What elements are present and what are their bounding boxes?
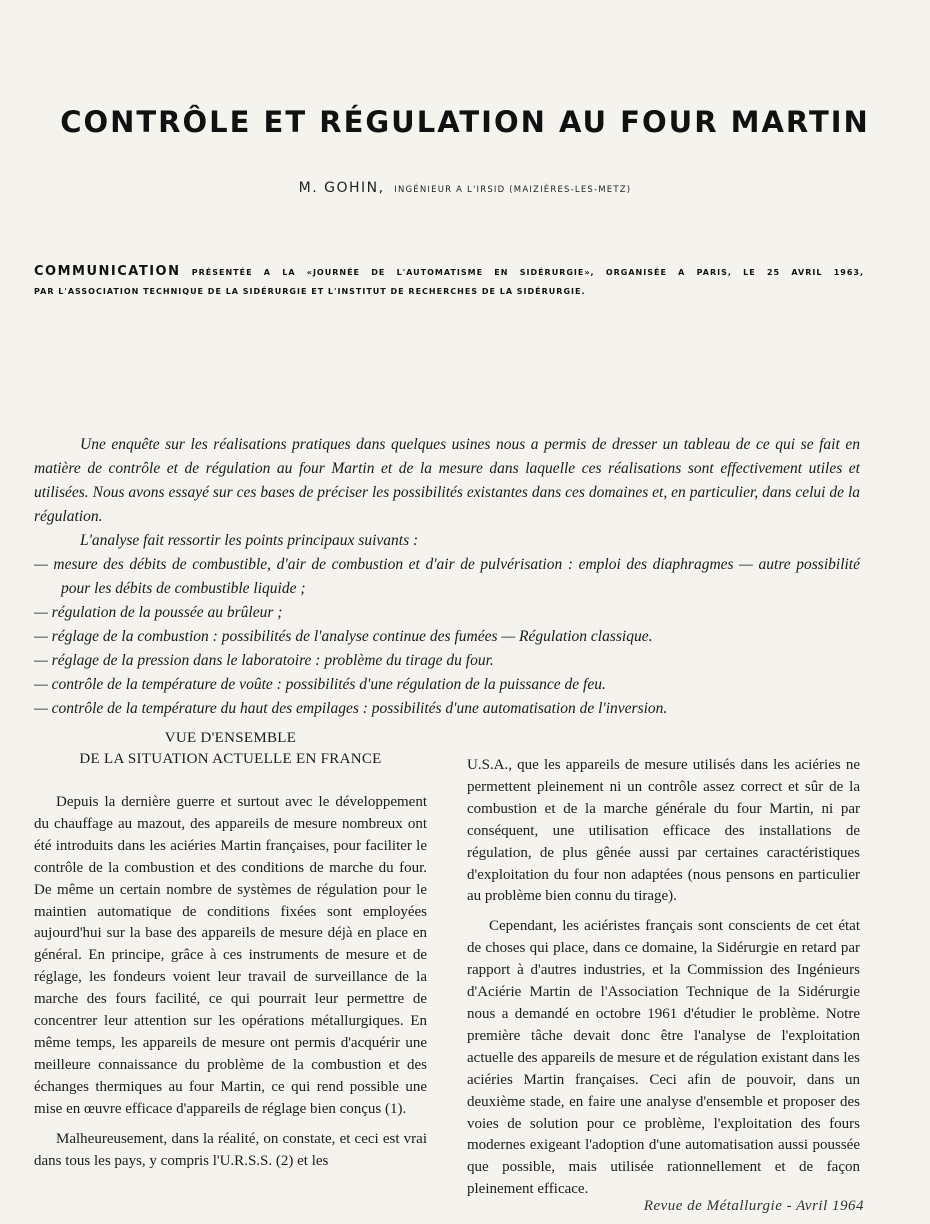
body-paragraph: U.S.A., que les appareils de mesure utilisés dans les aciéries ne permettent pleinement ni un contrôle assez correct et sûr de la combustion et de la marche générale du four Martin, ni par conséquent, une utilisation efficace des installations de régulation, de plus gênée aussi par certaines caractéristiques d'exploitation du four non adaptées (nous pensons en particulier au problème bien connu du tirage). xyxy=(467,757,860,905)
communication-note xyxy=(34,262,864,301)
section-heading-line-1: VUE D'ENSEMBLE xyxy=(164,730,297,746)
abstract-point: — réglage de la combustion : possibilités de l'analyse continue des fumées — Régulation classique. xyxy=(34,628,653,645)
author-name: M. GOHIN, xyxy=(298,180,385,196)
body-paragraph: Malheureusement, dans la réalité, on constate, et ceci est vrai dans tous les pays, y compris l'U.R.S.S. (2) et les xyxy=(34,1130,427,1169)
left-column xyxy=(34,728,427,1180)
section-heading-line-2: DE LA SITUATION ACTUELLE EN FRANCE xyxy=(79,751,382,767)
article-title: CONTRÔLE ET RÉGULATION AU FOUR MARTIN xyxy=(60,105,870,139)
communication-line-1 xyxy=(34,264,864,279)
body-paragraph: Cependant, les aciéristes français sont conscients de cet état de choses qui place, dans ce domaine, la Sidérurgie en retard par rapport à d'autres industries, et la Commission des Ingénieurs d'Aciérie Martin de l'Association Technique de la Sidérurgie nous a demandé en octobre 1961 d'étudier le problème. Notre première tâche devait donc être l'analyse de l'exploitation actuelle des appareils de mesure et de régulation existant dans les aciéries Martin françaises. Ceci afin de pouvoir, dans un deuxième stade, en faire une analyse d'ensemble et proposer des voies de solution pour ce problème, l'exploitation des fours modernes exigeant l'adoption d'une automatisation aussi poussée que possible, mais utilisée rationnellement et de façon pleinement efficace. xyxy=(467,918,860,1198)
journal-footer: Revue de Métallurgie - Avril 1964 xyxy=(643,1198,864,1214)
communication-line-1-rest: PRÉSENTÉE A LA «JOURNÉE DE L'AUTOMATISME EN SIDÉRURGIE», ORGANISÉE A PARIS, LE 25 AVRIL 1963, xyxy=(191,268,864,277)
abstract-point: — mesure des débits de combustible, d'air de combustion et d'air de pulvérisation : emploi des diaphragmes — autre possibilité pour les débits de combustible liquide ; xyxy=(34,556,860,597)
body-paragraph: Depuis la dernière guerre et surtout avec le développement du chauffage au mazout, des appareils de mesure nombreux ont été introduits dans les aciéries Martin françaises, pour faciliter le contrôle de la combustion et des conditions de marche du four. De même un certain nombre de systèmes de régulation pour le maintien automatique de conditions fixées sont employées aujourd'hui sur la base des appareils de mesure déjà en place en général. En principe, grâce à ces instruments de mesure et de réglage, les fondeurs voient leur travail de surveillance de la marche des fours facilité, ce qui pourrait leur permettre de concentrer leur attention sur les opérations métallurgiques. En même temps, les appareils de mesure ont permis d'acquérir une meilleure connaissance du problème de la combustion et des échanges thermiques au four Martin, ce qui rend possible une mise en œuvre efficace d'appareils de réglage bien conçus (1). xyxy=(34,794,427,1117)
abstract-intro: Une enquête sur les réalisations pratiques dans quelques usines nous a permis de dresser un tableau de ce qui se fait en matière de contrôle et de régulation au four Martin et de la mesure dans laquelle ces réalisations sont effectivement utiles et utilisées. Nous avons essayé sur ces bases de préciser les possibilités existantes dans ces domaines et, en particulier, dans celui de la régulation. xyxy=(34,436,860,525)
right-column xyxy=(467,755,860,1209)
abstract-point: — régulation de la poussée au brûleur ; xyxy=(34,604,283,621)
communication-first-word: COMMUNICATION xyxy=(34,264,181,279)
communication-line-2: PAR L'ASSOCIATION TECHNIQUE DE LA SIDÉRURGIE ET L'INSTITUT DE RECHERCHES DE LA SIDÉRURGIE. xyxy=(34,287,586,296)
abstract xyxy=(34,433,860,721)
author-line xyxy=(0,180,930,196)
abstract-point: — contrôle de la température du haut des empilages : possibilités d'une automatisation de l'inversion. xyxy=(34,700,668,717)
abstract-lead: L'analyse fait ressortir les points principaux suivants : xyxy=(80,532,419,549)
abstract-point: — réglage de la pression dans le laboratoire : problème du tirage du four. xyxy=(34,652,494,669)
section-heading xyxy=(34,728,427,770)
abstract-point: — contrôle de la température de voûte : possibilités d'une régulation de la puissance de feu. xyxy=(34,676,606,693)
abstract-points xyxy=(34,553,860,721)
author-affiliation: INGÉNIEUR A L'IRSID (MAIZIÈRES-LES-METZ) xyxy=(394,185,632,195)
